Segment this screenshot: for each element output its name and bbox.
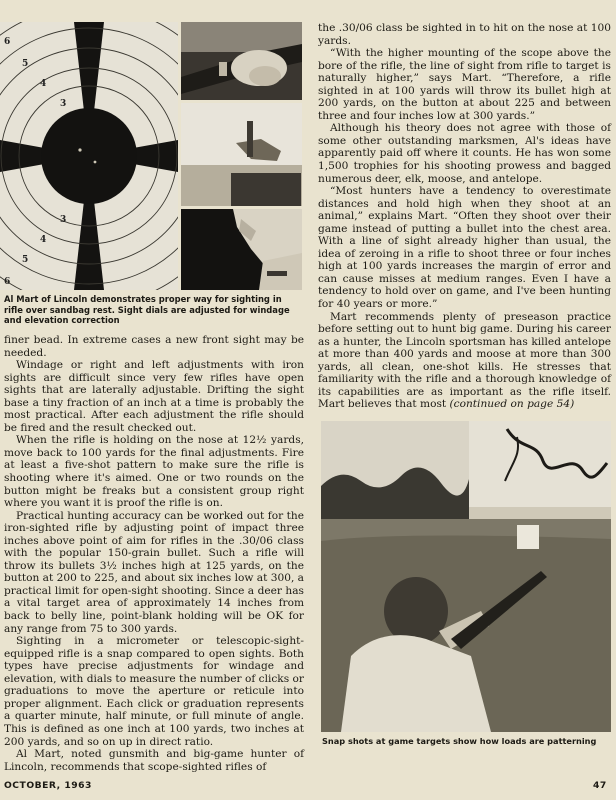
ring-number: 6 [4, 37, 11, 47]
last-paragraph-text: Mart recommends plenty of preseason practice before setting out to hunt big game. During his career as a hunter, the Lincoln sportsman has killed antelope at more than 400 yards and moose at more than 300 yards, all clean, one-shot kills. He stresses that familiarity with the rifle and a thorough knowledge of its capabilities are as important as the rifle itself. Mart believes that most [318, 310, 611, 411]
body-paragraph: Although his theory does not agree with those of some other outstanding marksmen, Al's ideas have apparently paid off where it counts. He has won some 1,500 trophies for his shooting prowess and bagged numerous deer, elk, moose, and antelope. [318, 122, 611, 185]
left-column [4, 334, 304, 773]
body-paragraph: Al Mart, noted gunsmith and big-game hunter of Lincoln, recommends that scope-sighted rifles of [4, 748, 304, 773]
ring-number: 3 [60, 215, 67, 225]
body-paragraph: “Most hunters have a tendency to overestimate distances and hold high when they shoot at an animal,” explains Mart. “Often they shoot over their game instead of putting a bullet into the chest area. With a line of sight already higher than usual, the idea of zeroing in a rifle to shoot three or four inches high at 100 yards increases the margin of error and can cause misses at medium ranges. Even I have a tendency to hold over on game, and I've been hunting for 40 years or more.” [318, 185, 611, 311]
body-paragraph: “With the higher mounting of the scope above the bore of the rifle, the line of sight from rifle to target is naturally higher,” says Mart. “Therefore, a rifle sighted in at 100 yards will throw its bullet high at 200 yards, on the button at about 225 and between three and four inches low at 300 yards.” [318, 47, 611, 122]
hand-adjusting-photo [181, 209, 302, 290]
issue-date: OCTOBER, 1963 [4, 780, 92, 791]
ring-number: 5 [22, 59, 29, 69]
ring-number: 6 [4, 277, 11, 287]
top-photo-caption: Al Mart of Lincoln demonstrates proper way for sighting in rifle over sandbag rest. Sight dials are adjusted for windage and elevation correction [4, 294, 290, 326]
shooter-photo [321, 421, 611, 732]
continued-note: (continued on page 54) [449, 398, 575, 411]
body-paragraph: the .30/06 class be sighted in to hit on the nose at 100 yards. [318, 22, 611, 47]
body-paragraph: finer bead. In extreme cases a new front sight may be needed. [4, 334, 304, 359]
page-number: 47 [593, 780, 607, 791]
body-paragraph: Windage or right and left adjustments with iron sights are difficult since very few rifles have open sights that are laterally adjustable. Drifting the sight base a tiny fraction of an inch at a time is probably the most practical. After each adjustment the rifle should be fired and the result checked out. [4, 359, 304, 434]
ring-number: 4 [40, 79, 47, 89]
ring-number: 5 [22, 255, 29, 265]
body-paragraph: Sighting in a micrometer or telescopic-sight-equipped rifle is a snap compared to open sights. Both types have precise adjustments for windage and elevation, with dials to measure the number of clicks or graduations to move the aperture or reticule into proper alignment. Each click or graduation represents a quarter minute, half minute, or full minute of angle. This is defined as one inch at 100 yards, two inches at 200 yards, and so on up in direct ratio. [4, 635, 304, 748]
ring-number: 3 [60, 99, 67, 109]
sight-dial-photo [181, 22, 302, 100]
bottom-photo-caption: Snap shots at game targets show how loads are patterning [322, 736, 597, 746]
target-graphic [0, 22, 178, 290]
body-paragraph: When the rifle is holding on the nose at 12½ yards, move back to 100 yards for the final adjustments. Fire at least a five-shot pattern to make sure the rifle is shooting where it's aimed. One or two rounds on the button might be freaks but a consistent group right where you want it is proof the rifle is on. [4, 434, 304, 510]
rifle-rest-photo [181, 103, 302, 206]
body-paragraph [318, 311, 611, 411]
body-paragraph: Practical hunting accuracy can be worked out for the iron-sighted rifle by adjusting point of impact three inches above point of aim for rifles in the .30/06 class with the popular 150-grain bullet. Such a rifle will throw its bullets 3½ inches high at 125 yards, on the button at 200 to 225, and about six inches low at 300, a practical limit for open-sight shooting. Since a deer has a vital target area of approximately 14 inches from back to belly line, point-blank holding will be OK for any range from 75 to 300 yards. [4, 509, 305, 635]
target-photo [0, 22, 178, 290]
ring-number: 4 [40, 235, 47, 245]
right-column [318, 22, 611, 411]
